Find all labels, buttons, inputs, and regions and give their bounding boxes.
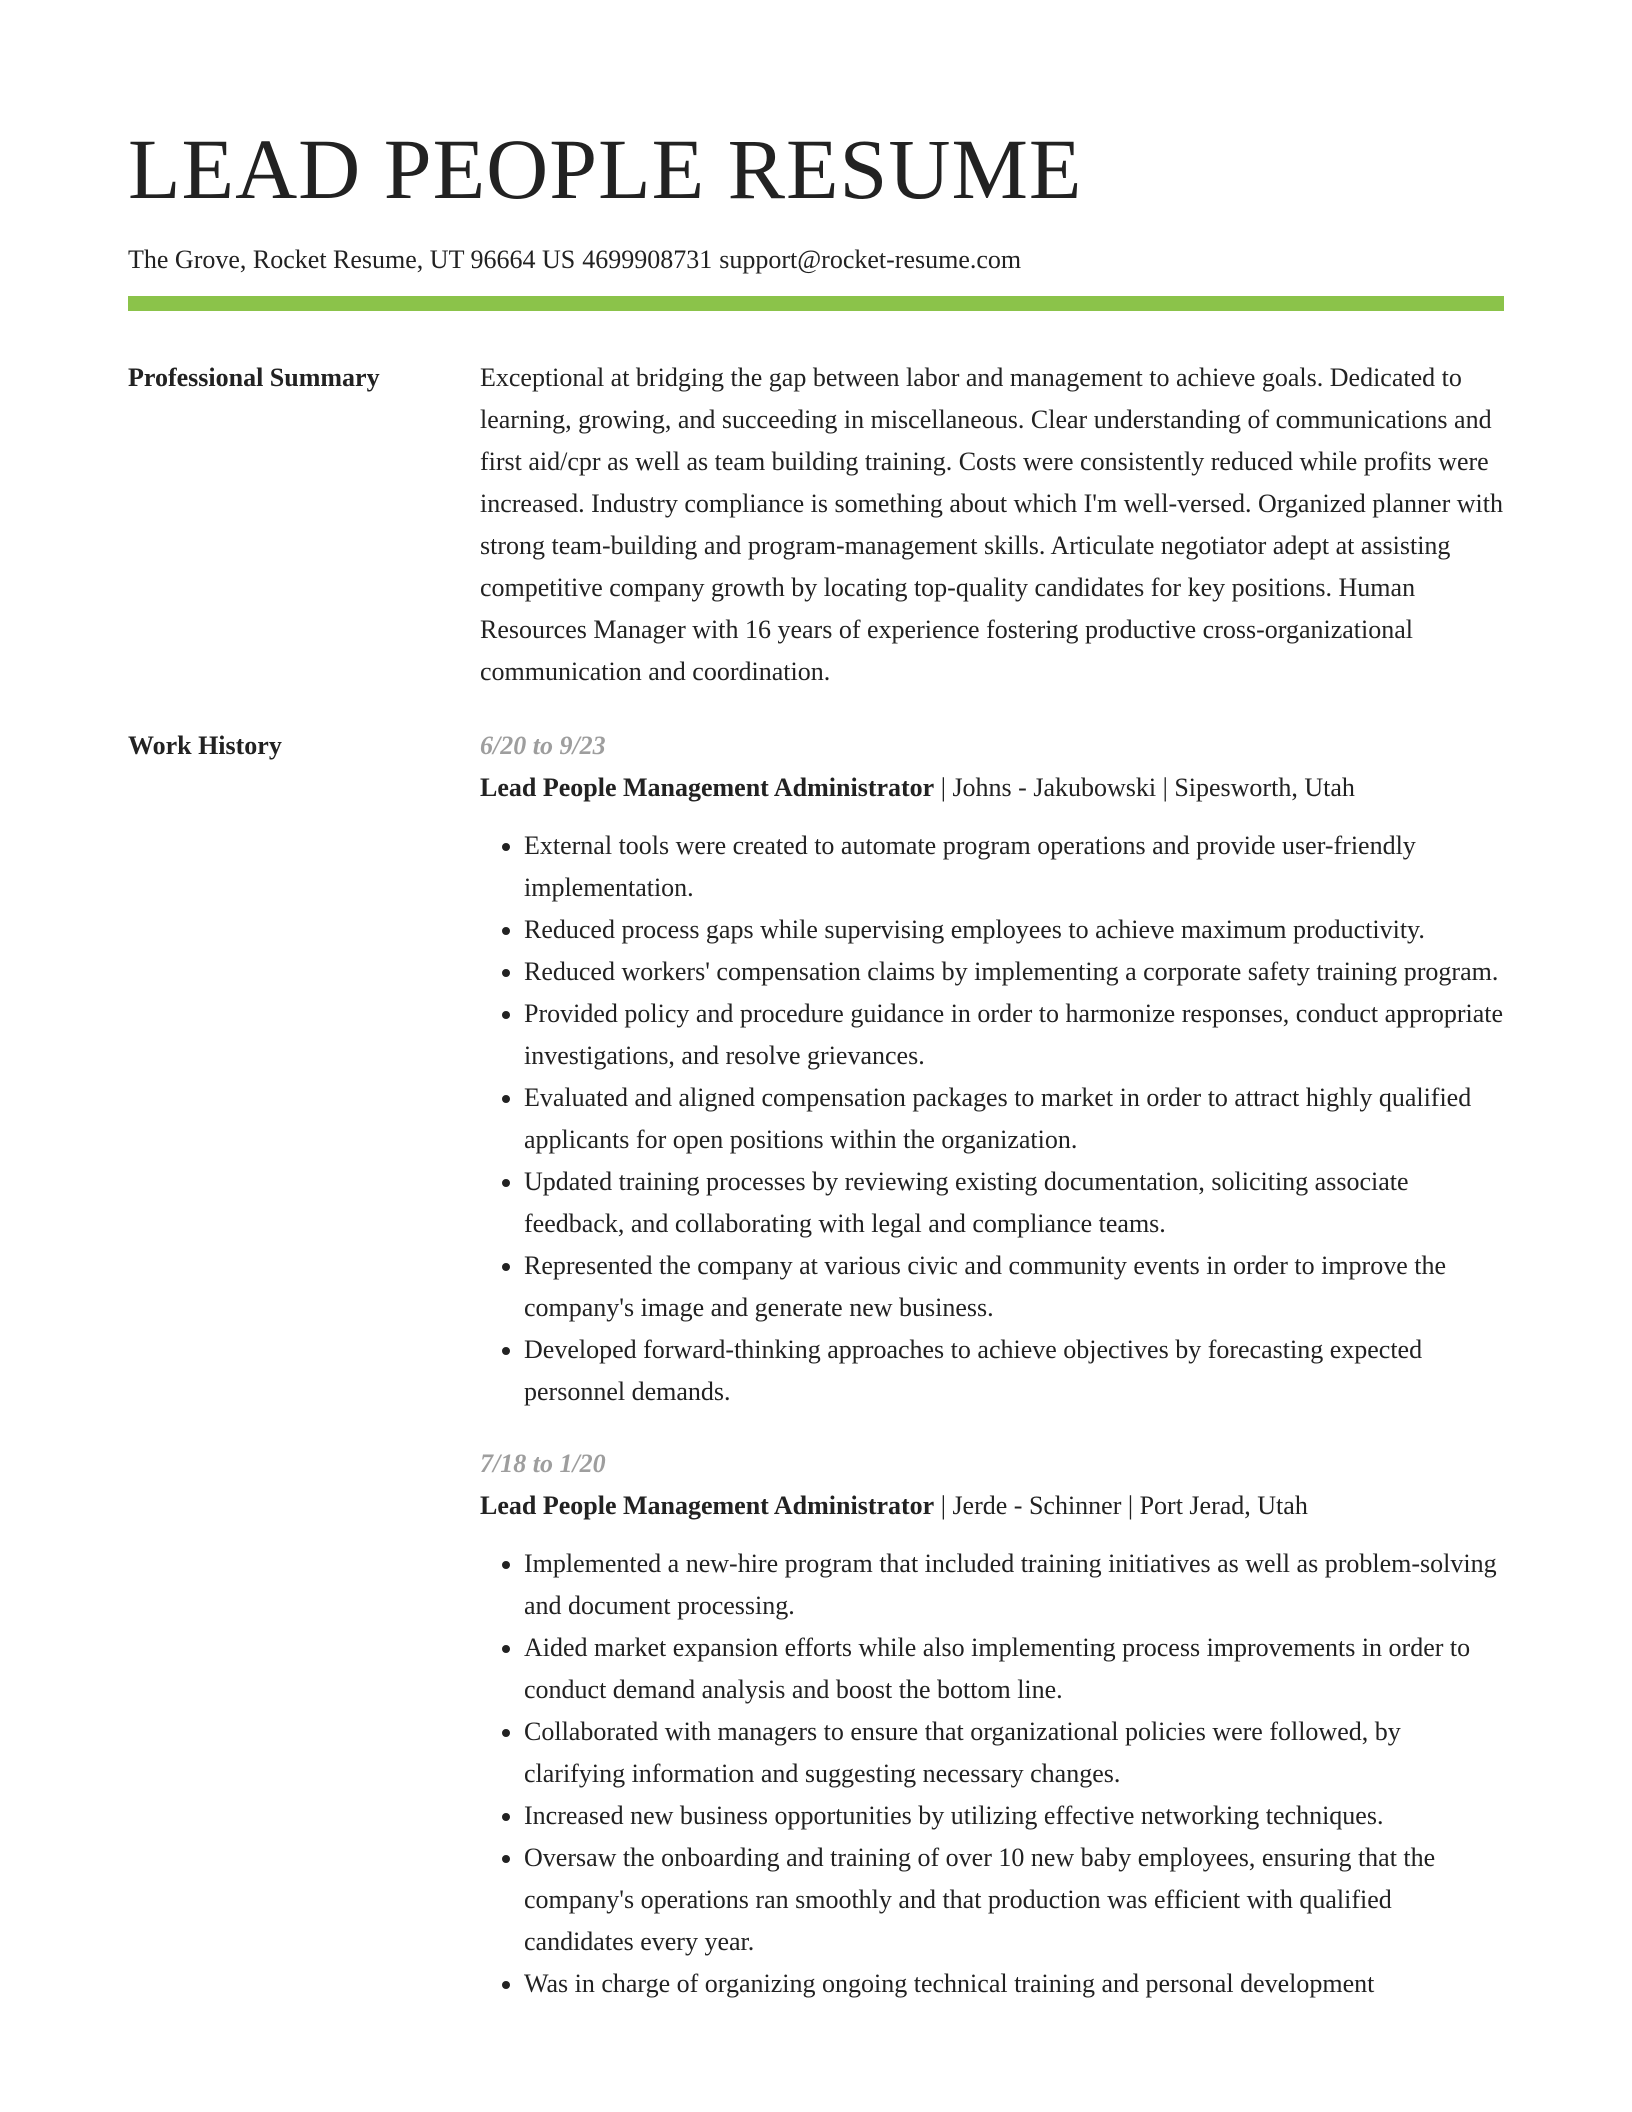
job-bullet: • Evaluated and aligned compensation packages to market in order to attract highly qualified applicants for open positions within the organization. — [524, 1077, 1504, 1161]
resume-page — [128, 0, 1504, 2035]
job-bullet: • Represented the company at various civic and community events in order to improve the company's image and generate new business. — [524, 1245, 1504, 1329]
job-bullet: • Aided market expansion efforts while also implementing process improvements in order to conduct demand analysis and boost the bottom line. — [524, 1627, 1504, 1711]
job-title: Lead People Management Administrator — [480, 773, 935, 802]
contact-address: The Grove, Rocket Resume, UT 96664 US — [128, 245, 576, 274]
header-divider — [128, 296, 1504, 311]
job-bullet: • Oversaw the onboarding and training of over 10 new baby employees, ensuring that the company's operations ran smoothly and that production was efficient with qualified candidates every year. — [524, 1837, 1504, 1963]
contact-phone: 4699908731 — [582, 245, 713, 274]
job-entry — [480, 725, 1504, 1413]
job-bullet: • Increased new business opportunities by utilizing effective networking techniques. — [524, 1795, 1504, 1837]
job-dates: 6/20 to 9/23 — [480, 731, 606, 760]
job-heading — [480, 767, 1504, 809]
work-history-body — [480, 725, 1504, 2035]
job-title: Lead People Management Administrator — [480, 1491, 935, 1520]
job-bullet: • Reduced process gaps while supervising employees to achieve maximum productivity. — [524, 909, 1504, 951]
summary-body — [480, 357, 1504, 693]
job-bullet-list — [480, 825, 1504, 1413]
job-bullet: • External tools were created to automate program operations and provide user-friendly implementation. — [524, 825, 1504, 909]
job-employer-location: | Jerde - Schinner | Port Jerad, Utah — [934, 1491, 1308, 1520]
section-label-work-history: Work History — [128, 731, 282, 760]
section-label-summary: Professional Summary — [128, 363, 380, 392]
job-bullet: • Provided policy and procedure guidance in order to harmonize responses, conduct appropriate investigations, and resolve grievances. — [524, 993, 1504, 1077]
job-employer-location: | Johns - Jakubowski | Sipesworth, Utah — [934, 773, 1355, 802]
job-bullet: • Reduced workers' compensation claims by implementing a corporate safety training program. — [524, 951, 1504, 993]
resume-title: LEAD PEOPLE RESUME — [128, 121, 1083, 217]
job-bullet: • Was in charge of organizing ongoing technical training and personal development — [524, 1963, 1504, 2005]
job-entry — [480, 1443, 1504, 2005]
job-bullet-list — [480, 1543, 1504, 2005]
professional-summary-section — [128, 357, 1504, 693]
job-bullet: • Updated training processes by reviewing existing documentation, soliciting associate feedback, and collaborating with legal and compliance teams. — [524, 1161, 1504, 1245]
job-dates: 7/18 to 1/20 — [480, 1449, 606, 1478]
contact-email: support@rocket-resume.com — [719, 245, 1022, 274]
job-bullet: • Implemented a new-hire program that included training initiatives as well as problem-solving and document processing. — [524, 1543, 1504, 1627]
job-heading — [480, 1485, 1504, 1527]
work-history-section — [128, 725, 1504, 2035]
summary-text: Exceptional at bridging the gap between labor and management to achieve goals. Dedicated to learning, growing, and succeeding in miscellaneous. Clear understanding of communications and first aid/cpr as well as team building training. Costs were consistently reduced while profits were increased. Industry compliance is something about which I'm well-versed. Organized planner with strong team-building and program-management skills. Articulate negotiator adept at assisting competitive company growth by locating top-quality candidates for key positions. Human Resources Manager with 16 years of experience fostering productive cross-organizational communication and coordination. — [480, 363, 1503, 686]
job-bullet: • Collaborated with managers to ensure that organizational policies were followed, by clarifying information and suggesting necessary changes. — [524, 1711, 1504, 1795]
job-bullet: • Developed forward-thinking approaches to achieve objectives by forecasting expected personnel demands. — [524, 1329, 1504, 1413]
contact-line — [128, 244, 1504, 276]
